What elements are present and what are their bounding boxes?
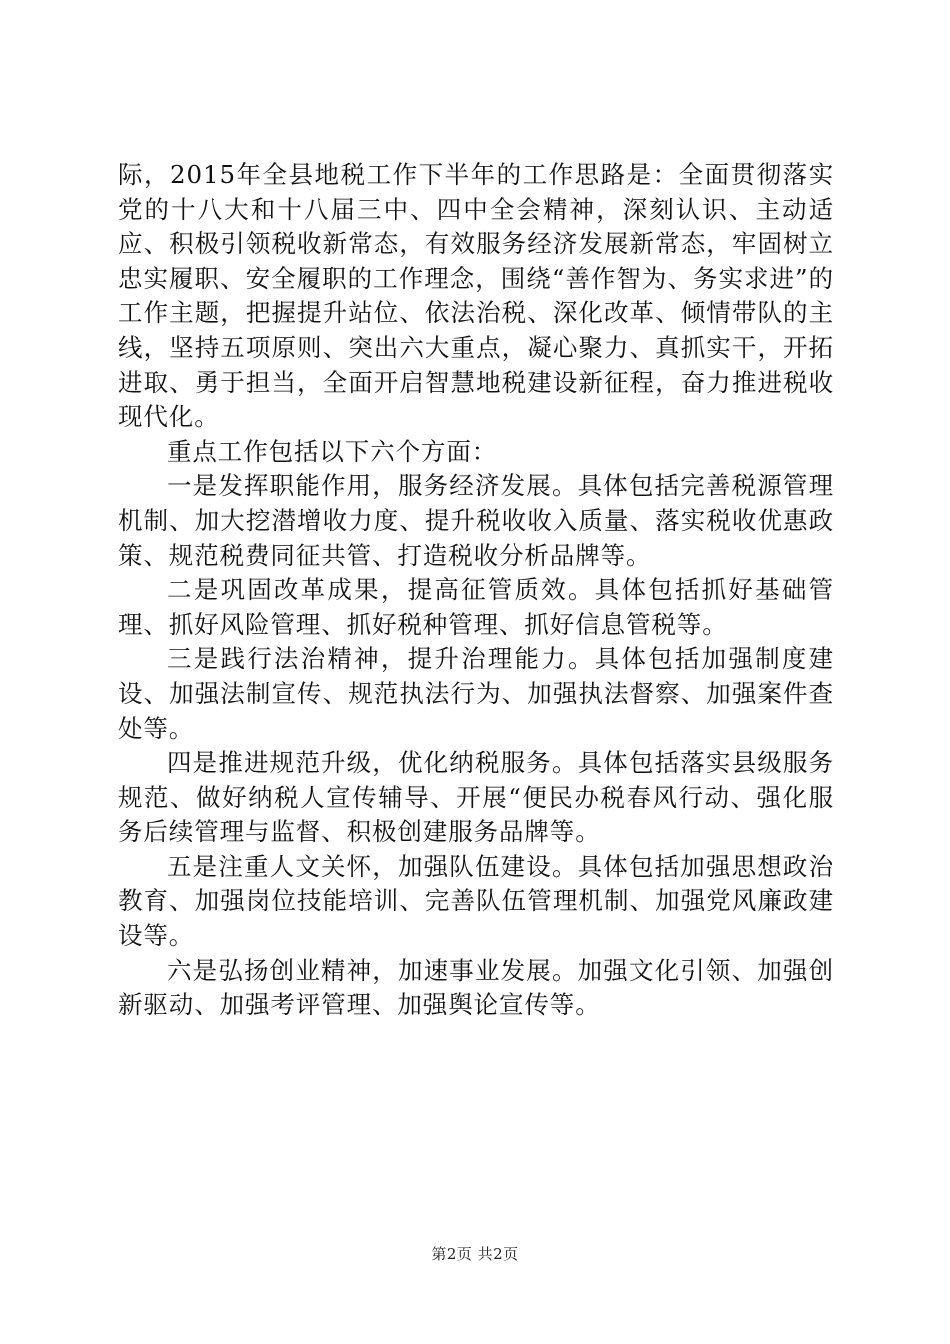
paragraph: 三是践行法治精神，提升治理能力。具体包括加强制度建设、加强法制宣传、规范执法行为、加强执法督察、加强案件查处等。: [118, 644, 834, 743]
document-body: [118, 158, 834, 1023]
paragraph: 重点工作包括以下六个方面：: [167, 436, 498, 466]
paragraph: 一是发挥职能作用，服务经济发展。具体包括完善税源管理机制、加大挖潜增收力度、提升税收收入质量、落实税收优惠政策、规范税费同征共管、打造税收分析品牌等。: [118, 471, 834, 570]
paragraph: 二是巩固改革成果，提高征管质效。具体包括抓好基础管理、抓好风险管理、抓好税种管理、抓好信息管税等。: [118, 575, 834, 639]
paragraph: 际，2015年全县地税工作下半年的工作思路是：全面贯彻落实党的十八大和十八届三中、四中全会精神，深刻认识、主动适应、积极引领税收新常态，有效服务经济发展新常态，牢固树立忠实履职、安全履职的工作理念，围绕“善作智为、务实求进”的工作主题，把握提升站位、依法治税、深化改革、倾情带队的主线，坚持五项原则、突出六大重点，凝心聚力、真抓实干，开拓进取、勇于担当，全面开启智慧地税建设新征程，奋力推进税收现代化。: [118, 160, 834, 432]
paragraph: 五是注重人文关怀，加强队伍建设。具体包括加强思想政治教育、加强岗位技能培训、完善队伍管理机制、加强党风廉政建设等。: [118, 851, 834, 951]
paragraph: 四是推进规范升级，优化纳税服务。具体包括落实县级服务规范、做好纳税人宣传辅导、开展“便民办税春风行动、强化服务后续管理与监督、积极创建服务品牌等。: [118, 748, 834, 847]
paragraph: 六是弘扬创业精神，加速事业发展。加强文化引领、加强创新驱动、加强考评管理、加强舆论宣传等。: [118, 955, 834, 1020]
page-number-footer: 第2页 共2页: [431, 1245, 519, 1263]
